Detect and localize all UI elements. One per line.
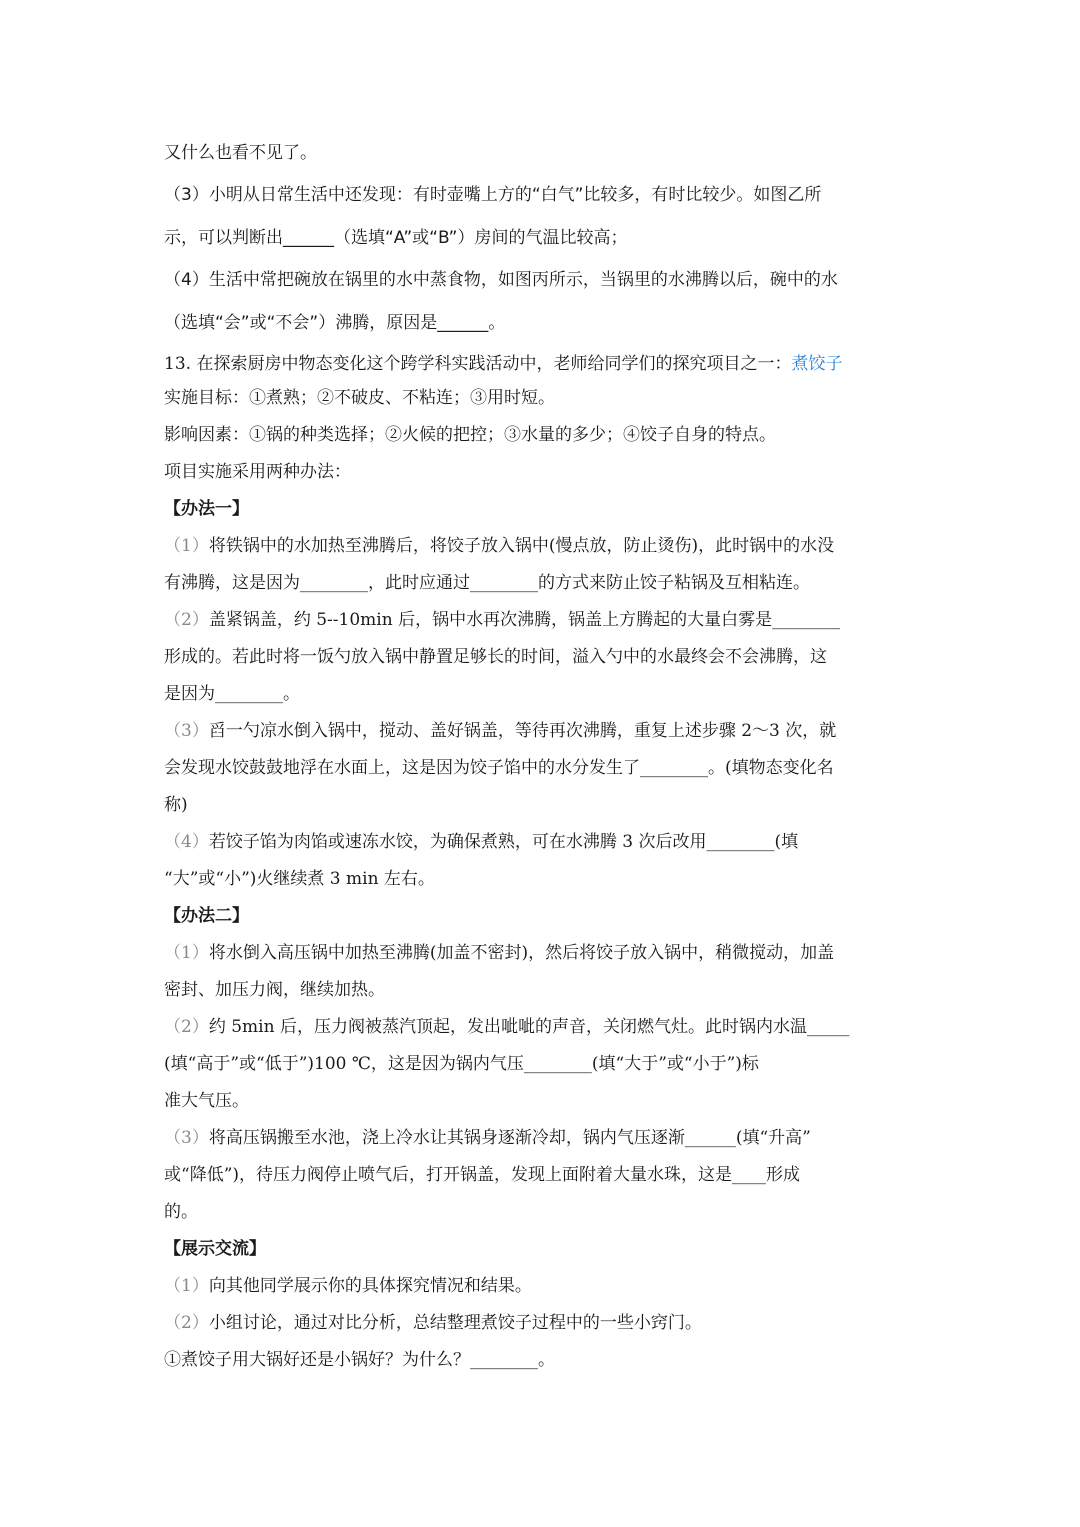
m2-p3-line-2: 或“降低”)，待压力阀停止喷气后，打开锅盖，发现上面附着大量水珠，这是____形成 — [164, 1165, 801, 1185]
method-1-title: 【办法一】 — [164, 499, 249, 519]
m2-p1-line-1 — [164, 942, 834, 964]
m1-p3-text: 舀一勺凉水倒入锅中，搅动、盖好锅盖，等待再次沸腾，重复上述步骤 2～3 次，就 — [208, 721, 837, 741]
m2-p2-line-3: 准大气压。 — [164, 1091, 249, 1111]
m1-p3-line-2: 会发现水饺鼓鼓地浮在水面上，这是因为饺子馅中的水分发生了________。(填物态变化名 — [164, 758, 834, 778]
m3-p2-text: 小组讨论，通过对比分析，总结整理煮饺子过程中的一些小窍门。 — [208, 1313, 702, 1333]
m1-p3-line-3: 称) — [164, 795, 188, 815]
m1-p2-line-2: 形成的。若此时将一饭勺放入锅中静置足够长的时间，溢入勺中的水最终会不会沸腾，这 — [164, 647, 827, 667]
m3-question-1: ①煮饺子用大锅好还是小锅好？为什么？________。 — [164, 1350, 555, 1370]
showcase-title: 【展示交流】 — [164, 1239, 266, 1259]
m1-p4-text: 若饺子馅为肉馅或速冻水饺，为确保煮熟，可在水沸腾 3 次后改用________(填 — [208, 832, 799, 852]
topic-link[interactable]: 煮饺子 — [791, 354, 843, 374]
m2-p1-number: （1） — [164, 943, 209, 963]
m2-p1-line-2: 密封、加压力阀，继续加热。 — [164, 980, 385, 1000]
q13-goal: 实施目标：①煮熟；②不破皮、不粘连；③用时短。 — [164, 388, 555, 408]
m2-p1-text: 将水倒入高压锅中加热至沸腾(加盖不密封)，然后将饺子放入锅中，稍微搅动，加盖 — [208, 943, 835, 963]
m1-p2-line-1 — [164, 609, 840, 631]
m2-p3-line-1 — [164, 1127, 811, 1149]
m1-p4-line-1 — [164, 831, 798, 853]
m1-p1-number: （1） — [164, 536, 209, 556]
q13-intro — [164, 353, 842, 375]
m2-p3-text: 将高压锅搬至水池，浇上冷水让其锅身逐渐冷却，锅内气压逐渐______(填“升高” — [208, 1128, 811, 1148]
m1-p2-number: （2） — [164, 610, 209, 630]
m1-p3-number: （3） — [164, 721, 209, 741]
method-2-title: 【办法二】 — [164, 906, 249, 926]
q13-factors: 影响因素：①锅的种类选择；②火候的把控；③水量的多少；④饺子自身的特点。 — [164, 425, 776, 445]
q12-line-1: 又什么也看不见了。 — [164, 143, 317, 163]
m1-p1-line-2: 有沸腾，这是因为________，此时应通过________的方式来防止饺子粘锅及互相粘连。 — [164, 573, 810, 593]
m1-p4-line-2: “大”或“小”)火继续煮 3 min 左右。 — [164, 869, 435, 889]
q12-part-4-line-1: （4）生活中常把碗放在锅里的水中蒸食物，如图丙所示，当锅里的水沸腾以后，碗中的水 — [164, 270, 838, 290]
m2-p2-number: （2） — [164, 1017, 209, 1037]
m2-p2-line-1 — [164, 1016, 849, 1038]
m1-p2-line-3: 是因为________。 — [164, 684, 300, 704]
m1-p3-line-1 — [164, 720, 836, 742]
q13-methods: 项目实施采用两种办法： — [164, 462, 351, 482]
q12-part-3-line-1: （3）小明从日常生活中还发现：有时壶嘴上方的“白气”比较多，有时比较少。如图乙所 — [164, 185, 822, 205]
m1-p1-text: 将铁锅中的水加热至沸腾后，将饺子放入锅中(慢点放，防止烫伤)，此时锅中的水没 — [208, 536, 835, 556]
m1-p1-line-1 — [164, 535, 834, 557]
m3-p2-line — [164, 1312, 702, 1334]
m3-p1-number: （1） — [164, 1276, 209, 1296]
m2-p3-line-3: 的。 — [164, 1202, 198, 1222]
q13-intro-text: 13. 在探索厨房中物态变化这个跨学科实践活动中，老师给同学们的探究项目之一： — [164, 354, 792, 374]
m3-p1-line — [164, 1275, 532, 1297]
m2-p2-line-2: (填“高于”或“低于”)100 ℃，这是因为锅内气压________(填“大于”或“小于”)标 — [164, 1054, 759, 1074]
m1-p4-number: （4） — [164, 832, 209, 852]
q12-part-3-line-2: 示，可以判断出______（选填“A”或“B”）房间的气温比较高； — [164, 228, 628, 248]
m1-p2-text: 盖紧锅盖，约 5--10min 后，锅中水再次沸腾，锅盖上方腾起的大量白雾是________ — [208, 610, 841, 630]
m2-p2-text: 约 5min 后，压力阀被蒸汽顶起，发出呲呲的声音，关闭燃气灶。此时锅内水温_____ — [208, 1017, 850, 1037]
m3-p2-number: （2） — [164, 1313, 209, 1333]
m3-p1-text: 向其他同学展示你的具体探究情况和结果。 — [208, 1276, 532, 1296]
m2-p3-number: （3） — [164, 1128, 209, 1148]
q12-part-4-line-2: （选填“会”或“不会”）沸腾，原因是______。 — [164, 313, 506, 333]
